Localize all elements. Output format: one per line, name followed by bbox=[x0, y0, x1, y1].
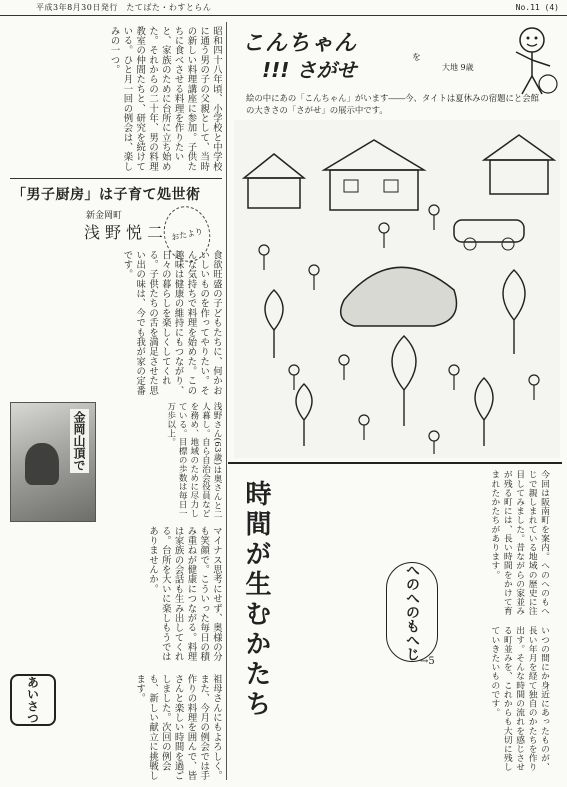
photo-label: 金岡山頂で bbox=[70, 409, 89, 473]
page-number: No.11 (4) bbox=[515, 3, 559, 12]
article-footer-text: 祖母さんにもよろしく。また、今月の例会では手作りの料理を囲んで、皆さんと楽しい時間を過ごしました。次回の例会も、新しい献立に挑戦します。 bbox=[134, 674, 222, 781]
person-silhouette bbox=[25, 443, 59, 485]
byline-name: 浅野悦二 bbox=[84, 223, 169, 242]
henohe-label: へのへのもへじ bbox=[404, 563, 420, 661]
logo-subtitle: !!! さがせ bbox=[262, 58, 357, 82]
mascot-icon bbox=[504, 22, 560, 102]
photo-caption: 浅野さん(63歳)は奥さんと二人暮し。自ら自治会役員などを務め、地域のために尽力している。目標の歩数は毎日一万歩以上。 bbox=[165, 402, 222, 519]
article-closing-text: マイナス思考にせず、奥様の分も笑顔で。こういった毎日の積み重ねが健康につながる。料理は家族の会話も生み出してくれる。台所を大いに楽しもうではありませんか。 bbox=[147, 526, 222, 662]
feature-title: 時間が生むかたち bbox=[241, 480, 271, 720]
logo-title: こんちゃん bbox=[242, 31, 358, 56]
section-tag bbox=[10, 674, 56, 726]
stamp-label: おたより bbox=[170, 226, 204, 242]
hidden-character-illustration bbox=[234, 120, 560, 458]
logo-credit: 大地 9歳 bbox=[442, 63, 474, 72]
henohe-arrow: →5 bbox=[420, 656, 435, 667]
byline-org: 新金岡町 bbox=[86, 211, 123, 221]
portrait-photo bbox=[10, 402, 96, 522]
puzzle-intro: 絵の中にあの「こんちゃん」がいます――今、タイトは夏休みの宿題にと会館の大きさの「さがせ」の展示中です。 bbox=[246, 93, 539, 115]
feature-body-lower: いつの間にか身近にあったものが、長い年月を経て独自のかたちを作り出す。そんな時間の流れを感じさせる町並みを、これからも大切に残していきたいものです。 bbox=[489, 626, 549, 772]
section-divider bbox=[10, 178, 222, 179]
article-body-text: 食欲旺盛の子どもたちに、何かおいしいものを作ってやりたい。そんな気持ちで料理を始めた。この趣味は健康の維持にもつながり、日々の暮らしを楽しくしてくれる。子供たちの舌を満足させた思い出の味は、今でも我が家の定番です。 bbox=[121, 250, 222, 396]
column-divider bbox=[226, 22, 227, 780]
article-title: 「男子厨房」は子育て処世術 bbox=[12, 187, 201, 203]
issue-date-line: 平成3年8月30日発行 たてばた・わすとらん bbox=[36, 3, 212, 12]
feature-body-upper: 今回は阪南町を案内。へのへのもへじで親しまれている地域の歴史に注目してみました。昔ながらの家並みが残る町には、長い時間をかけて育まれたかたちがあります。 bbox=[489, 470, 549, 616]
section-tag-label: あいさつ bbox=[25, 676, 40, 724]
logo-particle: を bbox=[411, 52, 423, 64]
article-intro-text: 昭和四十八年頃、小学校と中学校に通う男の子の父親として、当時の新しい料理講座に参加。子供たちに食べさせる料理を作りたいと、家族のために台所に立ち始めた。それからの二十年、男の料理教室の仲間たちと、研究を続けている。ひと月一回の例会は、楽しみの一つ。 bbox=[108, 26, 222, 172]
page-header bbox=[0, 0, 567, 16]
puzzle-logo bbox=[234, 22, 560, 92]
